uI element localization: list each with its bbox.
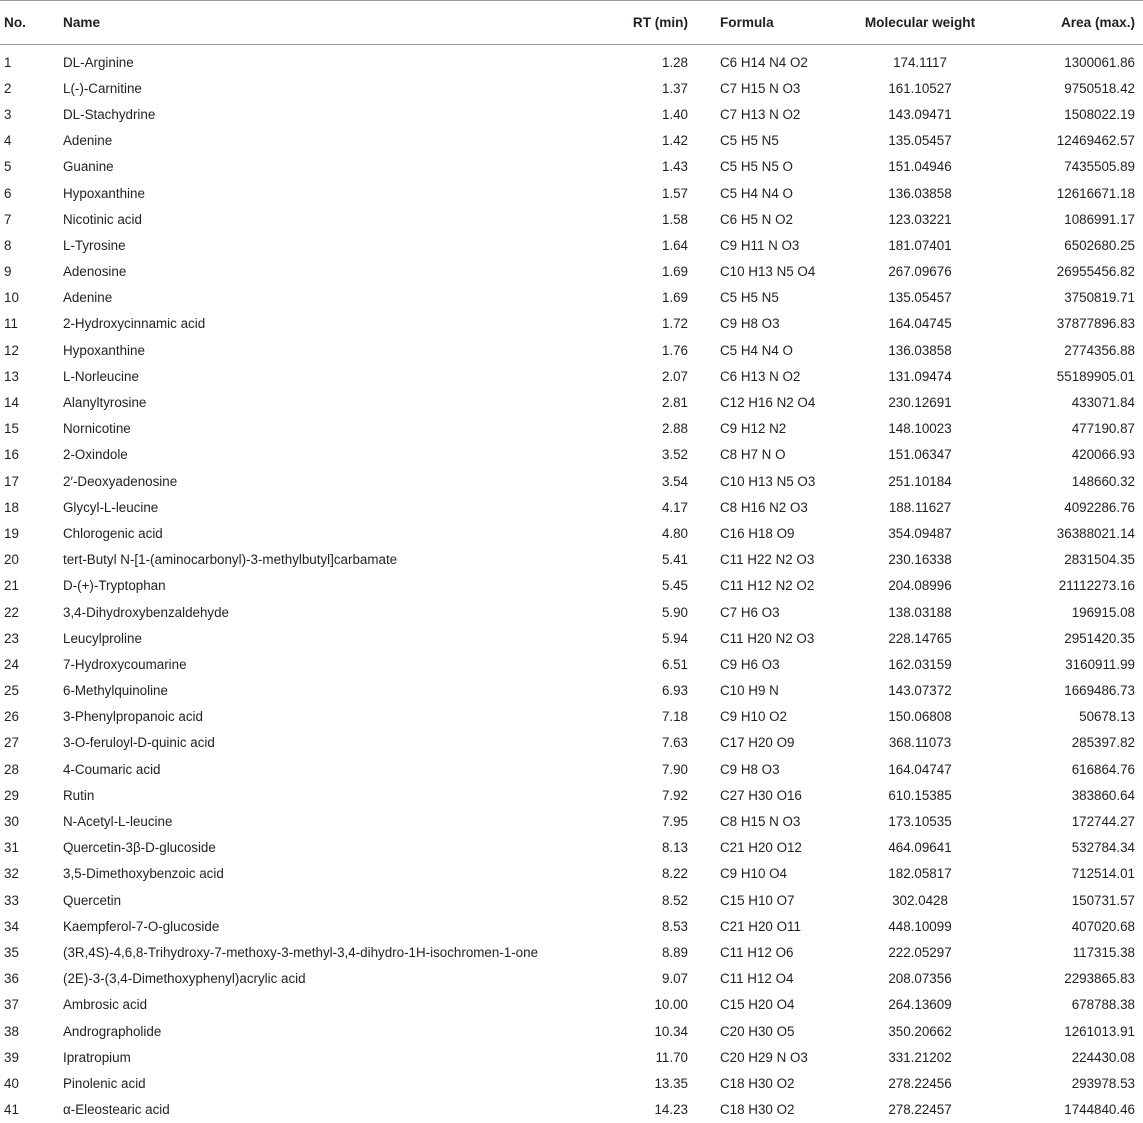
area-max-cell: 55189905.01 xyxy=(1056,368,1135,384)
retention-time-cell: 7.95 xyxy=(661,814,688,830)
formula-cell: C12 H16 N2 O4 xyxy=(720,395,816,411)
formula-cell: C8 H15 N O3 xyxy=(720,814,801,830)
formula-cell: C6 H14 N4 O2 xyxy=(720,54,808,70)
area-max-cell: 37877896.83 xyxy=(1056,316,1135,332)
table-row xyxy=(0,45,1143,76)
retention-time-cell: 9.07 xyxy=(661,971,688,987)
molecular-weight-cell: 228.14765 xyxy=(888,630,952,646)
area-max-cell: 285397.82 xyxy=(1071,735,1135,751)
compound-name-cell: L-Norleucine xyxy=(63,368,139,384)
retention-time-cell: 1.42 xyxy=(661,133,688,149)
retention-time-cell: 5.41 xyxy=(661,552,688,568)
area-max-cell: 6502680.25 xyxy=(1064,237,1135,253)
compound-name-cell: Nicotinic acid xyxy=(63,211,142,227)
molecular-weight-cell: 150.06808 xyxy=(888,709,952,725)
row-number-cell: 3 xyxy=(4,106,12,122)
compound-name-cell: DL-Arginine xyxy=(63,54,134,70)
area-max-cell: 150731.57 xyxy=(1071,892,1135,908)
formula-cell: C11 H22 N2 O3 xyxy=(720,552,815,568)
molecular-weight-cell: 222.05297 xyxy=(888,944,952,960)
header-name: Name xyxy=(58,1,620,45)
table-row xyxy=(0,1044,1143,1070)
area-max-cell: 712514.01 xyxy=(1071,866,1135,882)
table-row xyxy=(0,573,1143,599)
formula-cell: C10 H9 N xyxy=(720,683,779,699)
table-row xyxy=(0,704,1143,730)
table-row xyxy=(0,285,1143,311)
table-row xyxy=(0,966,1143,992)
compound-name-cell: Andrographolide xyxy=(63,1023,162,1039)
formula-cell: C9 H11 N O3 xyxy=(720,237,800,253)
compound-name-cell: Adenine xyxy=(63,133,113,149)
table-row xyxy=(0,180,1143,206)
formula-cell: C7 H13 N O2 xyxy=(720,106,801,122)
row-number-cell: 36 xyxy=(4,971,19,987)
formula-cell: C10 H13 N5 O3 xyxy=(720,473,816,489)
row-number-cell: 18 xyxy=(4,499,19,515)
retention-time-cell: 1.72 xyxy=(661,316,688,332)
retention-time-cell: 11.70 xyxy=(655,1049,688,1065)
formula-cell: C15 H10 O7 xyxy=(720,892,795,908)
formula-cell: C20 H29 N O3 xyxy=(720,1049,808,1065)
retention-time-cell: 2.07 xyxy=(661,368,688,384)
area-max-cell: 678788.38 xyxy=(1071,997,1135,1013)
area-max-cell: 196915.08 xyxy=(1071,604,1135,620)
area-max-cell: 383860.64 xyxy=(1071,787,1135,803)
area-max-cell: 616864.76 xyxy=(1071,761,1135,777)
compound-name-cell: 2-Oxindole xyxy=(63,447,128,463)
area-max-cell: 4092286.76 xyxy=(1064,499,1135,515)
area-max-cell: 2831504.35 xyxy=(1064,552,1135,568)
area-max-cell: 1086991.17 xyxy=(1064,211,1135,227)
retention-time-cell: 4.80 xyxy=(661,525,688,541)
table-row xyxy=(0,494,1143,520)
molecular-weight-cell: 136.03858 xyxy=(888,185,952,201)
area-max-cell: 1300061.86 xyxy=(1064,54,1135,70)
compound-name-cell: Quercetin-3β-D-glucoside xyxy=(63,840,216,856)
molecular-weight-cell: 136.03858 xyxy=(888,342,952,358)
retention-time-cell: 2.81 xyxy=(661,395,688,411)
compound-name-cell: 3-O-feruloyl-D-quinic acid xyxy=(63,735,215,751)
molecular-weight-cell: 143.07372 xyxy=(888,683,952,699)
row-number-cell: 24 xyxy=(4,656,19,672)
area-max-cell: 21112273.16 xyxy=(1058,578,1135,594)
retention-time-cell: 1.57 xyxy=(661,185,688,201)
formula-cell: C5 H5 N5 O xyxy=(720,159,793,175)
retention-time-cell: 1.40 xyxy=(661,106,688,122)
row-number-cell: 12 xyxy=(4,342,19,358)
molecular-weight-cell: 448.10099 xyxy=(888,918,952,934)
retention-time-cell: 3.52 xyxy=(661,447,688,463)
molecular-weight-cell: 135.05457 xyxy=(888,133,952,149)
header-rt: RT (min) xyxy=(620,1,708,45)
area-max-cell: 3750819.71 xyxy=(1064,290,1135,306)
molecular-weight-cell: 173.10535 xyxy=(888,814,952,830)
table-row xyxy=(0,808,1143,834)
formula-cell: C8 H7 N O xyxy=(720,447,786,463)
molecular-weight-cell: 188.11627 xyxy=(888,499,952,515)
compound-name-cell: Rutin xyxy=(63,787,95,803)
table-row xyxy=(0,1097,1143,1123)
retention-time-cell: 1.58 xyxy=(661,211,688,227)
molecular-weight-cell: 174.1117 xyxy=(893,54,947,70)
compound-name-cell: Glycyl-L-leucine xyxy=(63,499,159,515)
area-max-cell: 532784.34 xyxy=(1071,840,1135,856)
compound-name-cell: Nornicotine xyxy=(63,421,131,437)
compound-name-cell: Adenosine xyxy=(63,264,127,280)
row-number-cell: 35 xyxy=(4,944,19,960)
retention-time-cell: 10.34 xyxy=(654,1023,688,1039)
table-row xyxy=(0,1070,1143,1096)
area-max-cell: 1508022.19 xyxy=(1064,106,1135,122)
row-number-cell: 26 xyxy=(4,709,19,725)
formula-cell: C5 H5 N5 xyxy=(720,290,779,306)
area-max-cell: 2774356.88 xyxy=(1064,342,1135,358)
area-max-cell: 3160911.99 xyxy=(1065,656,1135,672)
formula-cell: C9 H6 O3 xyxy=(720,656,780,672)
molecular-weight-cell: 350.20662 xyxy=(888,1023,952,1039)
formula-cell: C7 H15 N O3 xyxy=(720,80,801,96)
table-row xyxy=(0,363,1143,389)
retention-time-cell: 1.69 xyxy=(661,290,688,306)
table-body xyxy=(0,45,1143,1123)
area-max-cell: 12616671.18 xyxy=(1056,185,1135,201)
row-number-cell: 32 xyxy=(4,866,19,882)
table-row xyxy=(0,468,1143,494)
formula-cell: C6 H13 N O2 xyxy=(720,368,801,384)
table-row xyxy=(0,520,1143,546)
area-max-cell: 224430.08 xyxy=(1071,1049,1135,1065)
row-number-cell: 14 xyxy=(4,395,19,411)
compound-name-cell: 6-Methylquinoline xyxy=(63,683,168,699)
row-number-cell: 38 xyxy=(4,1023,19,1039)
retention-time-cell: 1.76 xyxy=(661,342,688,358)
table-header-row xyxy=(0,1,1143,45)
formula-cell: C5 H4 N4 O xyxy=(720,342,793,358)
table-row xyxy=(0,547,1143,573)
table-row xyxy=(0,756,1143,782)
compound-name-cell: Chlorogenic acid xyxy=(63,525,163,541)
molecular-weight-cell: 464.09641 xyxy=(888,840,952,856)
molecular-weight-cell: 164.04745 xyxy=(888,316,952,332)
area-max-cell: 36388021.14 xyxy=(1056,525,1135,541)
retention-time-cell: 6.51 xyxy=(661,656,688,672)
molecular-weight-cell: 264.13609 xyxy=(888,997,952,1013)
compound-name-cell: (2E)-3-(3,4-Dimethoxyphenyl)acrylic acid xyxy=(63,971,306,987)
compound-name-cell: 4-Coumaric acid xyxy=(63,761,161,777)
row-number-cell: 4 xyxy=(4,133,12,149)
table-row xyxy=(0,154,1143,180)
area-max-cell: 420066.93 xyxy=(1071,447,1135,463)
row-number-cell: 10 xyxy=(4,290,19,306)
formula-cell: C9 H10 O4 xyxy=(720,866,787,882)
table-row xyxy=(0,861,1143,887)
table-row xyxy=(0,416,1143,442)
row-number-cell: 25 xyxy=(4,683,19,699)
compound-name-cell: 3,4-Dihydroxybenzaldehyde xyxy=(63,604,229,620)
table-row xyxy=(0,887,1143,913)
area-max-cell: 148660.32 xyxy=(1071,473,1135,489)
retention-time-cell: 5.94 xyxy=(661,630,688,646)
compound-name-cell: Adenine xyxy=(63,290,113,306)
formula-cell: C11 H12 N2 O2 xyxy=(720,578,815,594)
header-molecular-weight: Molecular weight xyxy=(840,1,1000,45)
compound-name-cell: (3R,4S)-4,6,8-Trihydroxy-7-methoxy-3-methyl-3,4-dihydro-1H-isochromen-1-one xyxy=(63,944,539,960)
compound-name-cell: Alanyltyrosine xyxy=(63,395,147,411)
molecular-weight-cell: 204.08996 xyxy=(888,578,952,594)
molecular-weight-cell: 368.11073 xyxy=(888,735,952,751)
compound-name-cell: 3,5-Dimethoxybenzoic acid xyxy=(63,866,224,882)
compound-name-cell: Ambrosic acid xyxy=(63,997,148,1013)
retention-time-cell: 8.53 xyxy=(661,918,688,934)
formula-cell: C7 H6 O3 xyxy=(720,604,780,620)
formula-cell: C18 H30 O2 xyxy=(720,1102,795,1118)
formula-cell: C9 H8 O3 xyxy=(720,761,780,777)
table-row xyxy=(0,259,1143,285)
table-row xyxy=(0,599,1143,625)
row-number-cell: 27 xyxy=(4,735,19,751)
area-max-cell: 9750518.42 xyxy=(1064,80,1135,96)
table-row xyxy=(0,232,1143,258)
row-number-cell: 5 xyxy=(4,159,12,175)
retention-time-cell: 5.45 xyxy=(661,578,688,594)
row-number-cell: 7 xyxy=(4,211,12,227)
retention-time-cell: 6.93 xyxy=(661,683,688,699)
compound-name-cell: L(-)-Carnitine xyxy=(63,80,142,96)
area-max-cell: 1261013.91 xyxy=(1064,1023,1135,1039)
area-max-cell: 117315.38 xyxy=(1072,944,1135,960)
retention-time-cell: 1.69 xyxy=(661,264,688,280)
molecular-weight-cell: 164.04747 xyxy=(888,761,952,777)
molecular-weight-cell: 354.09487 xyxy=(888,525,952,541)
area-max-cell: 407020.68 xyxy=(1071,918,1135,934)
row-number-cell: 33 xyxy=(4,892,19,908)
molecular-weight-cell: 162.03159 xyxy=(888,656,952,672)
molecular-weight-cell: 143.09471 xyxy=(888,106,952,122)
row-number-cell: 40 xyxy=(4,1075,19,1091)
molecular-weight-cell: 131.09474 xyxy=(888,368,952,384)
formula-cell: C9 H8 O3 xyxy=(720,316,780,332)
area-max-cell: 26955456.82 xyxy=(1056,264,1135,280)
header-formula: Formula xyxy=(708,1,840,45)
formula-cell: C6 H5 N O2 xyxy=(720,211,793,227)
area-max-cell: 433071.84 xyxy=(1071,395,1135,411)
molecular-weight-cell: 182.05817 xyxy=(888,866,952,882)
table-row xyxy=(0,442,1143,468)
formula-cell: C18 H30 O2 xyxy=(720,1075,795,1091)
table-row xyxy=(0,337,1143,363)
row-number-cell: 9 xyxy=(4,264,12,280)
retention-time-cell: 5.90 xyxy=(661,604,688,620)
formula-cell: C27 H30 O16 xyxy=(720,787,802,803)
formula-cell: C17 H20 O9 xyxy=(720,735,795,751)
row-number-cell: 2 xyxy=(4,80,12,96)
row-number-cell: 34 xyxy=(4,918,19,934)
area-max-cell: 2293865.83 xyxy=(1064,971,1135,987)
retention-time-cell: 1.43 xyxy=(661,159,688,175)
retention-time-cell: 1.64 xyxy=(661,237,688,253)
header-area: Area (max.) xyxy=(1000,1,1143,45)
formula-cell: C10 H13 N5 O4 xyxy=(720,264,816,280)
row-number-cell: 19 xyxy=(4,525,19,541)
molecular-weight-cell: 135.05457 xyxy=(888,290,952,306)
molecular-weight-cell: 151.04946 xyxy=(888,159,952,175)
molecular-weight-cell: 278.22456 xyxy=(888,1075,952,1091)
molecular-weight-cell: 331.21202 xyxy=(888,1049,952,1065)
retention-time-cell: 7.92 xyxy=(661,787,688,803)
table-row xyxy=(0,835,1143,861)
row-number-cell: 1 xyxy=(4,54,12,70)
table-row xyxy=(0,992,1143,1018)
molecular-weight-cell: 123.03221 xyxy=(888,211,952,227)
molecular-weight-cell: 208.07356 xyxy=(888,971,952,987)
row-number-cell: 30 xyxy=(4,814,19,830)
formula-cell: C8 H16 N2 O3 xyxy=(720,499,808,515)
formula-cell: C20 H30 O5 xyxy=(720,1023,795,1039)
molecular-weight-cell: 181.07401 xyxy=(888,237,952,253)
retention-time-cell: 7.63 xyxy=(661,735,688,751)
formula-cell: C15 H20 O4 xyxy=(720,997,795,1013)
compound-name-cell: Pinolenic acid xyxy=(63,1075,146,1091)
compound-name-cell: D-(+)-Tryptophan xyxy=(63,578,166,594)
area-max-cell: 50678.13 xyxy=(1079,709,1135,725)
molecular-weight-cell: 230.12691 xyxy=(888,395,952,411)
molecular-weight-cell: 161.10527 xyxy=(888,80,952,96)
retention-time-cell: 14.23 xyxy=(654,1102,688,1118)
retention-time-cell: 10.00 xyxy=(654,997,688,1013)
compound-name-cell: Hypoxanthine xyxy=(63,185,145,201)
table-row xyxy=(0,651,1143,677)
molecular-weight-cell: 230.16338 xyxy=(888,552,952,568)
retention-time-cell: 2.88 xyxy=(661,421,688,437)
area-max-cell: 172744.27 xyxy=(1071,814,1135,830)
header-no: No. xyxy=(0,1,58,45)
table-row xyxy=(0,311,1143,337)
compound-name-cell: 2′-Deoxyadenosine xyxy=(63,473,178,489)
formula-cell: C9 H10 O2 xyxy=(720,709,787,725)
area-max-cell: 1669486.73 xyxy=(1064,683,1135,699)
formula-cell: C21 H20 O11 xyxy=(720,918,801,934)
row-number-cell: 8 xyxy=(4,237,12,253)
row-number-cell: 16 xyxy=(4,447,19,463)
molecular-weight-cell: 267.09676 xyxy=(888,264,952,280)
row-number-cell: 21 xyxy=(4,578,19,594)
row-number-cell: 11 xyxy=(4,316,18,332)
compound-name-cell: L-Tyrosine xyxy=(63,237,126,253)
table-row xyxy=(0,389,1143,415)
table-row xyxy=(0,730,1143,756)
molecular-weight-cell: 278.22457 xyxy=(888,1102,952,1118)
row-number-cell: 41 xyxy=(4,1102,19,1118)
row-number-cell: 22 xyxy=(4,604,19,620)
formula-cell: C21 H20 O12 xyxy=(720,840,802,856)
retention-time-cell: 7.18 xyxy=(661,709,688,725)
compound-name-cell: Quercetin xyxy=(63,892,122,908)
row-number-cell: 37 xyxy=(4,997,19,1013)
area-max-cell: 293978.53 xyxy=(1071,1075,1135,1091)
molecular-weight-cell: 151.06347 xyxy=(888,447,952,463)
compound-name-cell: N-Acetyl-L-leucine xyxy=(63,814,173,830)
table-row xyxy=(0,625,1143,651)
row-number-cell: 23 xyxy=(4,630,19,646)
formula-cell: C16 H18 O9 xyxy=(720,525,795,541)
formula-cell: C5 H4 N4 O xyxy=(720,185,793,201)
table-row xyxy=(0,206,1143,232)
row-number-cell: 15 xyxy=(4,421,19,437)
table-row xyxy=(0,1018,1143,1044)
retention-time-cell: 8.52 xyxy=(661,892,688,908)
formula-cell: C5 H5 N5 xyxy=(720,133,779,149)
row-number-cell: 17 xyxy=(4,473,19,489)
table-row xyxy=(0,939,1143,965)
table-row xyxy=(0,913,1143,939)
area-max-cell: 477190.87 xyxy=(1071,421,1135,437)
formula-cell: C11 H20 N2 O3 xyxy=(720,630,815,646)
compound-name-cell: 2-Hydroxycinnamic acid xyxy=(63,316,206,332)
molecular-weight-cell: 148.10023 xyxy=(888,421,952,437)
retention-time-cell: 7.90 xyxy=(661,761,688,777)
table-row xyxy=(0,128,1143,154)
compound-name-cell: Guanine xyxy=(63,159,114,175)
row-number-cell: 31 xyxy=(4,840,19,856)
area-max-cell: 12469462.57 xyxy=(1056,133,1135,149)
row-number-cell: 39 xyxy=(4,1049,19,1065)
retention-time-cell: 8.13 xyxy=(661,840,688,856)
retention-time-cell: 1.37 xyxy=(661,80,688,96)
compound-name-cell: Kaempferol-7-O-glucoside xyxy=(63,918,220,934)
molecular-weight-cell: 302.0428 xyxy=(892,892,948,908)
retention-time-cell: 8.89 xyxy=(661,944,688,960)
row-number-cell: 29 xyxy=(4,787,19,803)
table-row xyxy=(0,782,1143,808)
row-number-cell: 13 xyxy=(4,368,19,384)
compound-name-cell: 3-Phenylpropanoic acid xyxy=(63,709,203,725)
compound-name-cell: Leucylproline xyxy=(63,630,142,646)
molecular-weight-cell: 251.10184 xyxy=(888,473,952,489)
table-row xyxy=(0,101,1143,127)
retention-time-cell: 1.28 xyxy=(661,54,688,70)
formula-cell: C11 H12 O4 xyxy=(720,971,794,987)
compound-name-cell: Hypoxanthine xyxy=(63,342,145,358)
compound-name-cell: DL-Stachydrine xyxy=(63,106,156,122)
formula-cell: C9 H12 N2 xyxy=(720,421,787,437)
area-max-cell: 2951420.35 xyxy=(1064,630,1135,646)
molecular-weight-cell: 610.15385 xyxy=(888,787,952,803)
compound-name-cell: 7-Hydroxycoumarine xyxy=(63,656,187,672)
row-number-cell: 20 xyxy=(4,552,19,568)
retention-time-cell: 3.54 xyxy=(661,473,688,489)
table-row xyxy=(0,75,1143,101)
molecular-weight-cell: 138.03188 xyxy=(888,604,952,620)
compound-name-cell: Ipratropium xyxy=(63,1049,131,1065)
area-max-cell: 1744840.46 xyxy=(1064,1102,1135,1118)
compound-name-cell: α-Eleostearic acid xyxy=(63,1102,170,1118)
retention-time-cell: 4.17 xyxy=(661,499,688,515)
area-max-cell: 7435505.89 xyxy=(1064,159,1135,175)
formula-cell: C11 H12 O6 xyxy=(720,944,794,960)
row-number-cell: 28 xyxy=(4,761,19,777)
compound-name-cell: tert-Butyl N-[1-(aminocarbonyl)-3-methylbutyl]carbamate xyxy=(63,552,398,568)
retention-time-cell: 8.22 xyxy=(661,866,688,882)
retention-time-cell: 13.35 xyxy=(654,1075,688,1091)
table-row xyxy=(0,678,1143,704)
row-number-cell: 6 xyxy=(4,185,12,201)
